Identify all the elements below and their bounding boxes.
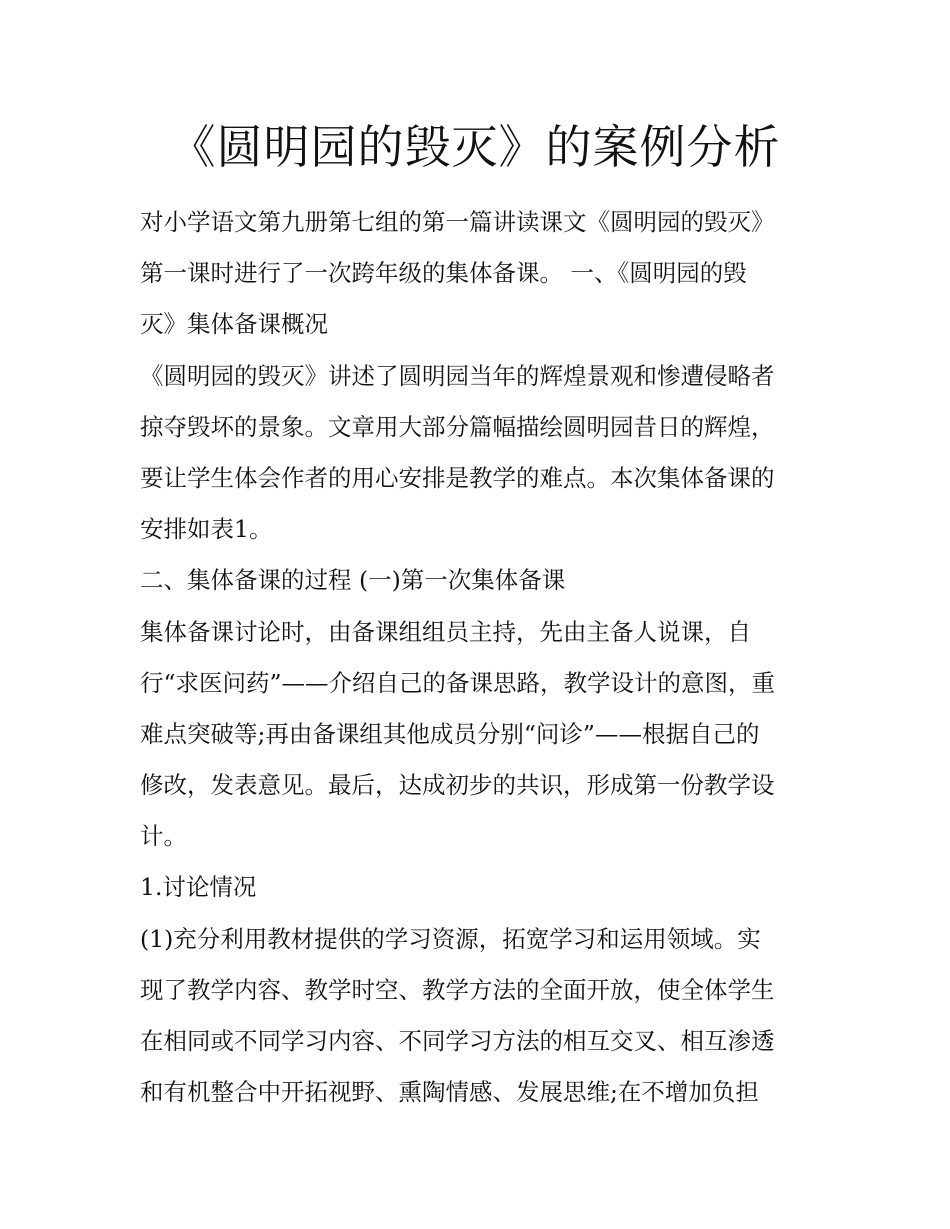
body-line: 掠夺毁坏的景象。文章用大部分篇幅描绘圆明园昔日的辉煌，	[140, 412, 775, 441]
body-line: 和有机整合中开拓视野、熏陶情感、发展思维;在不增加负担	[140, 1078, 759, 1107]
subsection-heading: 1.讨论情况	[140, 873, 257, 902]
body-line: 安排如表1。	[140, 515, 273, 544]
document-body	[140, 197, 820, 1118]
body-line: (1)充分利用教材提供的学习资源，拓宽学习和运用领域。实	[140, 924, 761, 953]
body-line: 计。	[140, 822, 187, 851]
body-line: 现了教学内容、教学时空、教学方法的全面开放，使全体学生	[140, 975, 775, 1004]
body-line: 要让学生体会作者的用心安排是教学的难点。本次集体备课的	[140, 463, 775, 492]
document-title: 《圆明园的毁灭》的案例分析	[169, 120, 781, 174]
body-line: 集体备课讨论时，由备课组组员主持，先由主备人说课，自	[140, 617, 751, 646]
body-line: 对小学语文第九册第七组的第一篇讲读课文《圆明园的毁灭》	[140, 208, 775, 236]
body-line: 行“求医问药”——介绍自己的备课思路，教学设计的意图，重	[140, 668, 776, 697]
body-line: 在相同或不同学习内容、不同学习方法的相互交叉、相互渗透	[140, 1027, 775, 1055]
body-line: 第一课时进行了一次跨年级的集体备课。 一、《圆明园的毁	[140, 259, 747, 288]
section-heading: 二、集体备课的过程 (一)第一次集体备课	[140, 566, 566, 595]
body-line: 灭》集体备课概况	[140, 310, 328, 339]
body-line: 修改，发表意见。最后，达成初步的共识，形成第一份教学设	[140, 771, 775, 800]
body-line: 《圆明园的毁灭》讲述了圆明园当年的辉煌景观和惨遭侵略者	[140, 361, 775, 390]
body-line: 难点突破等;再由备课组其他成员分别“问诊”——根据自己的	[140, 719, 760, 748]
